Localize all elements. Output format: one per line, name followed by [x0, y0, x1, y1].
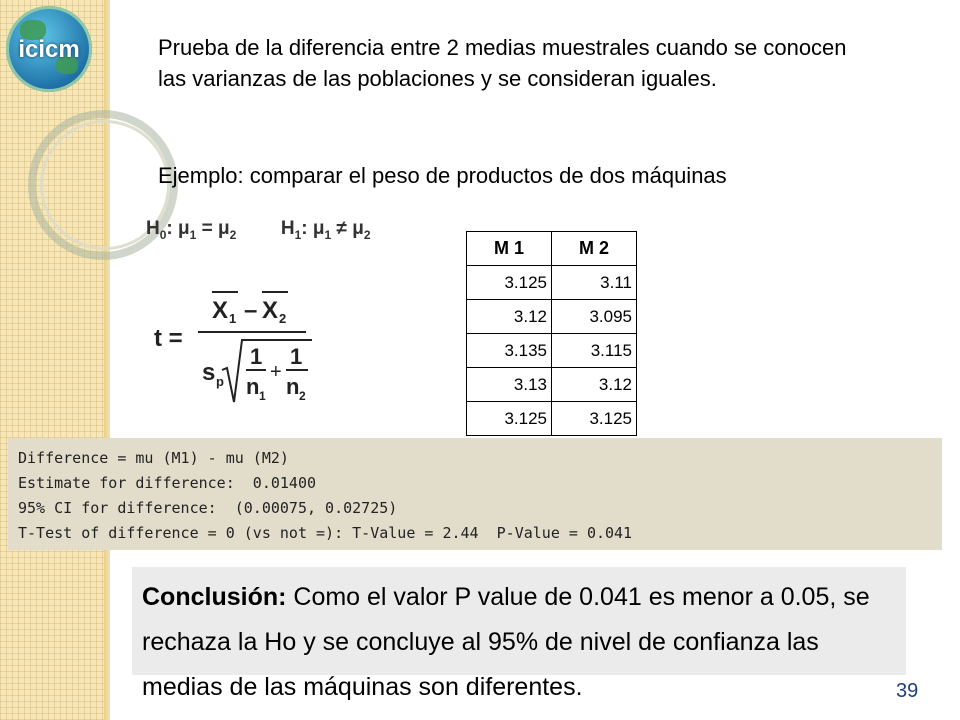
icicm-logo — [6, 6, 92, 92]
cell-m2: 3.095 — [552, 300, 637, 334]
cell-m2: 3.125 — [552, 402, 637, 436]
h0-mu: : μ — [166, 218, 190, 239]
formula-x1-sub: 1 — [229, 311, 237, 326]
h1-label: H — [280, 218, 295, 239]
cell-m1: 3.12 — [467, 300, 552, 334]
formula-x2: X — [262, 297, 279, 324]
formula-n2-sub: 2 — [299, 389, 306, 403]
header-m1: M 1 — [467, 232, 552, 266]
formula-x2-sub: 2 — [279, 311, 287, 326]
conclusion-box — [132, 567, 906, 701]
formula-x1: X — [212, 297, 229, 324]
h1-mu: : μ — [301, 218, 325, 239]
formula-n1: n — [246, 374, 260, 399]
table-row — [467, 402, 637, 436]
output-line: Difference = mu (M1) - mu (M2) — [18, 449, 289, 467]
sidebar-edge — [104, 0, 110, 720]
example-text: Ejemplo: comparar el peso de productos de dos máquinas — [158, 163, 727, 188]
conclusion-text: Como el valor P value de 0.041 es menor a 0.05, se rechaza la Ho y se concluye al 95% de nivel de confianza las medias de las máquinas son diferentes. — [142, 583, 870, 701]
header-m2: M 2 — [552, 232, 637, 266]
cell-m2: 3.12 — [552, 368, 637, 402]
table-header-row — [467, 232, 637, 266]
formula-sp: s — [202, 359, 216, 386]
cell-m2: 3.11 — [552, 266, 637, 300]
table-row — [467, 334, 637, 368]
cell-m1: 3.135 — [467, 334, 552, 368]
cell-m2: 3.115 — [552, 334, 637, 368]
h0-sub: 0 — [159, 227, 167, 242]
formula-one-a: 1 — [250, 344, 263, 369]
formula-n1-sub: 1 — [259, 389, 266, 403]
output-line: T-Test of difference = 0 (vs not =): T-Value = 2.44 P-Value = 0.041 — [18, 524, 633, 542]
formula-n2: n — [286, 374, 300, 399]
h1-mu-sub1: 1 — [324, 227, 332, 242]
formula-sp-sub: p — [216, 374, 224, 389]
h0-mu-sub1: 1 — [189, 227, 197, 242]
cell-m1: 3.125 — [467, 402, 552, 436]
formula-t: t = — [154, 325, 183, 352]
conclusion-label: Conclusión: — [142, 583, 287, 611]
table-row — [467, 266, 637, 300]
table-row — [467, 368, 637, 402]
h0-mu-sub2: 2 — [229, 227, 237, 242]
logo-text: icicm — [18, 36, 80, 63]
cell-m1: 3.125 — [467, 266, 552, 300]
formula-one-b: 1 — [290, 344, 303, 369]
hypotheses — [146, 218, 371, 242]
machine-weights-table — [466, 231, 637, 436]
table-row — [467, 300, 637, 334]
h0-label: H — [146, 218, 160, 239]
sidebar-decoration — [0, 0, 110, 720]
output-line: Estimate for difference: 0.01400 — [18, 474, 317, 492]
output-line: 95% CI for difference: (0.00075, 0.02725) — [18, 499, 398, 517]
h1-mu-sub2: 2 — [363, 227, 371, 242]
h1-neq: ≠ μ — [331, 218, 364, 239]
cell-m1: 3.13 — [467, 368, 552, 402]
formula-plus: + — [270, 361, 282, 383]
formula-minus: – — [244, 297, 258, 324]
slide-title: Prueba de la diferencia entre 2 medias muestrales cuando se conocen las varianzas de las poblaciones y se consideran iguales. — [158, 35, 847, 91]
page-number: 39 — [896, 680, 919, 702]
statistical-output — [8, 438, 942, 550]
t-statistic-formula — [146, 278, 316, 413]
h1-sub: 1 — [294, 227, 302, 242]
h0-eq: = μ — [196, 218, 230, 239]
